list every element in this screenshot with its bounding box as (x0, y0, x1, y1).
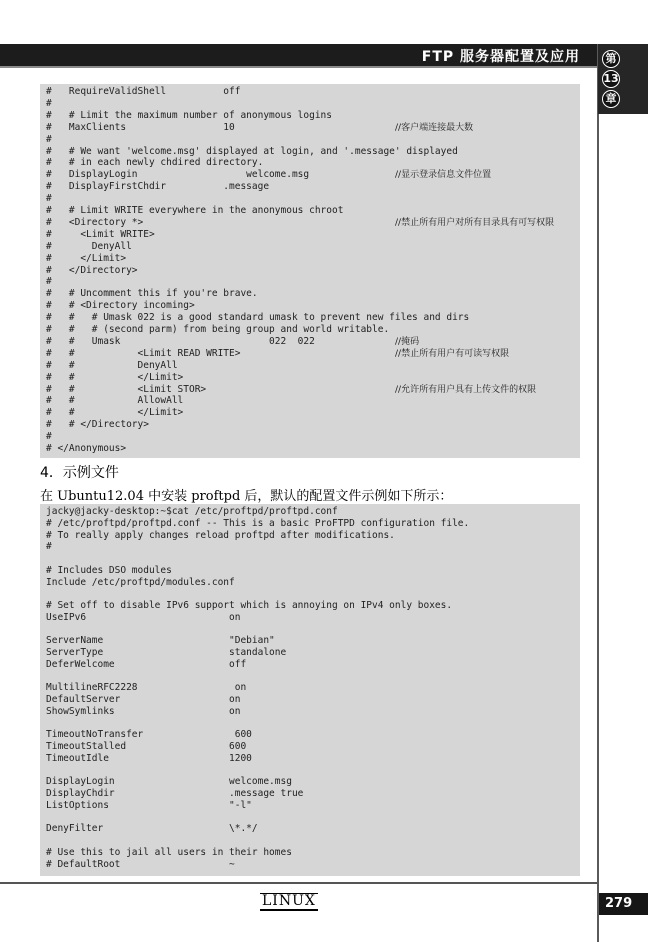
code-line: # MaxClients 10 (46, 121, 235, 133)
code-line: # # <Directory incoming> (46, 300, 195, 312)
margin-rule (597, 44, 599, 942)
code-line: DefaultServer on (46, 694, 241, 705)
code-line: jacky@jacky-desktop:~$cat /etc/proftpd/proftpd.conf (46, 506, 338, 517)
code-block-config-excerpt (40, 84, 580, 458)
code-line: # (46, 133, 52, 145)
code-line: # DenyAll (46, 240, 132, 252)
chapter-number: 13 (602, 70, 620, 88)
code-comment-note: //显示登录信息文件位置 (395, 170, 492, 181)
header-bar (0, 44, 598, 66)
footer-rule (0, 882, 597, 884)
code-line: # # </Limit> (46, 371, 184, 383)
code-line: # To really apply changes reload proftpd after modifications. (46, 529, 395, 541)
page-number: 279 (605, 896, 633, 911)
code-line: # (46, 431, 52, 443)
code-line: # # <Limit STOR> (46, 383, 207, 395)
code-line: # <Limit WRITE> (46, 228, 155, 240)
header-title: FTP 服务器配置及应用 (421, 49, 580, 65)
code-line: Include /etc/proftpd/modules.conf (46, 576, 235, 588)
code-line: # # # (second parm) from being group and world writable. (46, 324, 390, 335)
code-line: DisplayLogin welcome.msg (46, 776, 292, 788)
code-line: DeferWelcome off (46, 658, 247, 670)
code-line: # # </Directory> (46, 419, 149, 431)
code-line: # # Limit the maximum number of anonymous logins (46, 109, 332, 121)
code-line: TimeoutStalled 600 (46, 741, 247, 752)
code-line: ServerType standalone (46, 647, 287, 658)
code-line: # Use this to jail all users in their homes (46, 846, 292, 858)
code-line: # # Umask 022 022 (46, 335, 315, 347)
code-comment-note: //允许所有用户具有上传文件的权限 (395, 384, 537, 395)
code-line: # </Anonymous> (46, 443, 127, 454)
code-line: TimeoutNoTransfer 600 (46, 729, 252, 741)
header-rule (0, 66, 598, 68)
section-heading: 4．示例文件 (40, 465, 119, 481)
code-line: # # AllowAll (46, 395, 184, 407)
code-line: # /etc/proftpd/proftpd.conf -- This is a basic ProFTPD configuration file. (46, 517, 470, 529)
code-line: # </Directory> (46, 264, 138, 276)
code-block-default-config (40, 504, 580, 876)
code-line: DisplayChdir .message true (46, 788, 304, 799)
code-line: # DisplayLogin welcome.msg (46, 169, 310, 181)
code-line: # <Directory *> (46, 216, 144, 228)
code-comment-note: //客户端连接最大数 (395, 122, 474, 133)
chapter-char-1: 第 (602, 50, 620, 68)
intro-paragraph: 在 Ubuntu12.04 中安装 proftpd 后，默认的配置文件示例如下所示： (40, 489, 453, 504)
linux-logo: LINUX (262, 893, 316, 909)
code-line: # (46, 193, 52, 205)
code-line: # DefaultRoot ~ (46, 858, 235, 870)
code-comment-note: //掩码 (395, 336, 420, 347)
code-line: UseIPv6 on (46, 611, 241, 623)
chapter-char-2: 章 (602, 90, 620, 108)
code-line: # </Limit> (46, 252, 127, 264)
code-line: # (46, 541, 52, 553)
code-line: # # # Umask 022 is a good standard umask to prevent new files and dirs (46, 312, 470, 324)
code-line: # Includes DSO modules (46, 564, 172, 576)
code-line: # DisplayFirstChdir .message (46, 181, 270, 193)
code-line: # # We want 'welcome.msg' displayed at login, and '.message' displayed (46, 145, 458, 157)
code-comment-note: //禁止所有用户对所有目录具有可写权限 (395, 217, 555, 228)
code-line: # (46, 276, 52, 288)
code-line: ListOptions "-l" (46, 799, 252, 811)
code-line: # # DenyAll (46, 359, 178, 371)
code-line: # # Uncomment this if you're brave. (46, 288, 258, 300)
code-comment-note: //禁止所有用户有可读写权限 (395, 348, 510, 359)
code-line: TimeoutIdle 1200 (46, 752, 252, 764)
code-line: DenyFilter \*.*/ (46, 823, 258, 835)
code-line: # # </Limit> (46, 407, 184, 419)
code-line: # Set off to disable IPv6 support which is annoying on IPv4 only boxes. (46, 600, 453, 611)
code-line: # # in each newly chdired directory. (46, 157, 264, 169)
code-line: # # <Limit READ WRITE> (46, 347, 241, 359)
code-line: ServerName "Debian" (46, 635, 275, 647)
code-line: ShowSymlinks on (46, 705, 241, 717)
code-line: # # Limit WRITE everywhere in the anonymous chroot (46, 205, 344, 216)
code-line: MultilineRFC2228 on (46, 682, 247, 694)
code-line: # RequireValidShell off (46, 86, 241, 97)
code-line: # (46, 97, 52, 109)
